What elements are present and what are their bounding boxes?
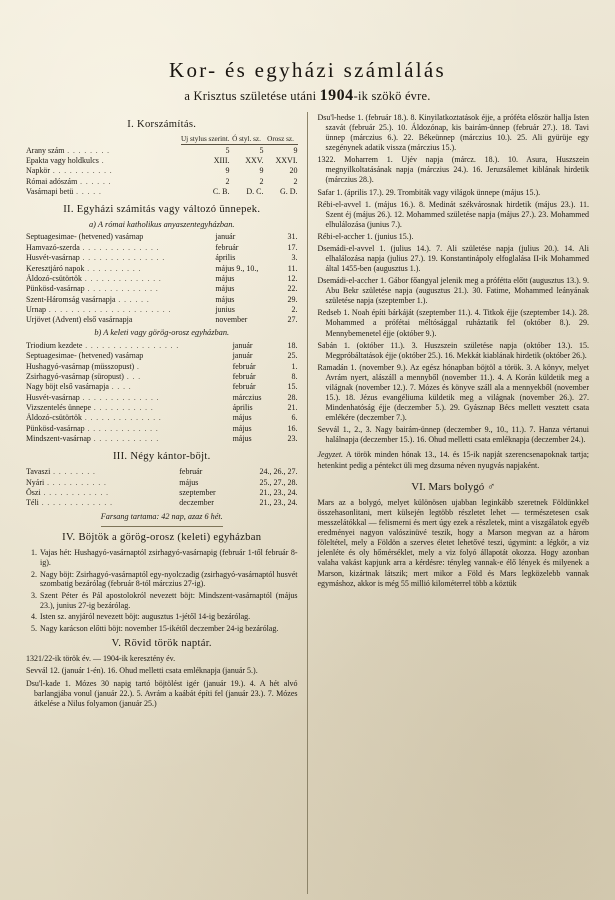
feast-month: február: [232, 371, 256, 381]
feast-label-text: Áldozó-csütörtök: [26, 273, 82, 283]
row-value-1: 5: [225, 145, 230, 155]
table-row: [26, 351, 298, 361]
row-value-2: 9: [259, 166, 264, 176]
feast-label-text: Keresztjáró napok: [26, 263, 85, 273]
turkish-entry: Sevvál 1., 2., 3. Nagy bairám-ünnep (deczember 9., 10., 11.). 7. Hanza vértanui halálnapja (deczember 15.). 16. Ohud melletti csata emléknapja (deczember 24.).: [317, 425, 589, 445]
orthodox-fasts-list: [26, 548, 298, 633]
feast-label-text: Hushagyó-vasárnap (müsszopust): [26, 361, 135, 371]
row-label: [26, 166, 181, 176]
table-row: [26, 145, 298, 156]
table-row: [26, 498, 298, 508]
leader-dots: . . . . . . . . . . . . . .: [79, 242, 160, 252]
feast-month: május 9., 10.,: [215, 263, 259, 273]
mars-paragraph: Mars az a bolygó, melyet különösen ujabban leginkább szeretnek Földünkkel összehasonlitani, mert külsején legtöbb részletet lehet — természetesen csak messzelátókkal — felismerni és mert úgy ezek a részletek, mint a viszgálatok egyéb eredményei nagyon valószinüvé teszik, hogy a Marson megvan az a három föleltétel, mely a Földön a szerves életet lehetővé teszi, úgymint: a légkör, a viz jelenléte és oly hőmérséklet, mely a viz folyó állapotát okozza. Hogy azonban valaha vakást kapjunk arra a kérdésre: tényleg vannak-e élő lények és milyenek a Marson, kizártnak látszik; mert mikor a Föld és Mars legközelebb vannak egymáshoz, akkor is még 55 millió kilométerrel több a köztük: [317, 497, 589, 588]
table-row: [26, 156, 298, 166]
spacer-cell: [26, 135, 181, 145]
feast-month: márczius: [232, 392, 262, 402]
feast-label: [26, 361, 233, 371]
feast-day: 22.: [287, 284, 298, 294]
feast-day: 28.: [287, 392, 298, 402]
leader-dots: . . . . . . . . . .: [84, 263, 142, 273]
feast-month: május: [232, 413, 252, 423]
feast-label: [26, 392, 233, 402]
table-row: [26, 488, 298, 498]
turkish-entry: Dsemádi-el-accher 1. Gábor főangyal jelenik meg a prófétta előtt (augusztus 13.). 9. Abu Bekr születése napja (augusztus 21.). 30. Fatime, Mohammed leányának születése napja (szeptember 1.).: [317, 276, 589, 306]
feast-label-text: Pünkösd-vasárnap: [26, 423, 85, 433]
leader-dots: . . . . . .: [115, 294, 150, 304]
table-row: [26, 423, 298, 433]
divider: [101, 526, 223, 527]
section-heading-iii: III. Négy kántor-böjt.: [112, 450, 211, 462]
row-value-3: 20: [289, 166, 298, 176]
list-item: 3. Szent Péter és Pál apostolokról nevezett böjt: Mindszent-vasárnaptól (május 23.), junius 27-ig bezárólag.: [39, 591, 298, 611]
feast-label: [26, 305, 215, 315]
table-row: [26, 274, 298, 284]
feast-label: [26, 284, 215, 294]
farsang-note: Farsang tartama: 42 nap, azaz 6 hét.: [100, 512, 223, 522]
table-row: [26, 341, 298, 351]
feast-label-text: Urjövet (Advent) első vasárnapja: [26, 315, 133, 325]
leader-dots: . . . . . . . . . . . . .: [84, 284, 159, 294]
table-row: [26, 253, 298, 263]
row-value-3: G. D.: [279, 186, 298, 196]
page-subtitle: [26, 87, 589, 105]
leader-dots: .: [98, 155, 105, 165]
col-header-2: Ó styl. sz.: [230, 135, 264, 145]
feast-label: [26, 423, 233, 433]
section-heading-vi: [318, 481, 590, 494]
feast-day: 31.: [287, 232, 298, 242]
feast-day: 29.: [287, 294, 298, 304]
title-block: [26, 58, 589, 105]
feast-label-text: Szent-Háromság vasárnapja: [26, 294, 116, 304]
feast-month: február: [215, 242, 239, 252]
feast-label: [26, 315, 215, 325]
row-label-text: Római adószám: [26, 176, 78, 186]
feast-label-text: Hamvazó-szerda: [26, 242, 80, 252]
leader-dots: . . . . . . . . . . . . .: [84, 423, 159, 433]
table-row: [26, 232, 298, 242]
row-label: [26, 156, 181, 166]
table-row: [26, 467, 298, 477]
feast-label: [26, 341, 233, 351]
feast-day: 25.: [287, 351, 298, 361]
row-label-text: Vasárnapi betü: [26, 186, 74, 196]
section-heading-v: V. Rövid török naptár.: [111, 638, 212, 650]
korszamitas-table: [26, 135, 298, 197]
fast-days: 21., 23., 24.: [259, 487, 298, 497]
feast-label: [26, 351, 233, 361]
kantor-bojt-table: [26, 467, 298, 508]
fast-label-text: Tavaszi: [26, 467, 51, 477]
fast-label-text: Nyári: [26, 477, 45, 487]
row-value-2: D. C.: [246, 186, 264, 196]
row-label: [26, 145, 181, 156]
row-value-2: 2: [259, 176, 264, 186]
row-value-1: 2: [225, 176, 230, 186]
fast-days: 24., 26., 27.: [259, 467, 298, 477]
table-row: [26, 477, 298, 487]
row-value-3: 2: [293, 176, 298, 186]
fast-label: [26, 477, 179, 487]
feast-label-text: Husvét-vasárnap: [26, 253, 80, 263]
feast-month: május: [215, 273, 235, 283]
fast-days: 21., 23., 24.: [259, 498, 298, 508]
leader-dots: . . . . . . . . . . .: [91, 402, 154, 412]
feast-label-text: Septuagesimae- (hetvened) vasárnap: [26, 351, 144, 361]
feast-label: [26, 434, 233, 444]
feast-label: [26, 232, 215, 242]
feast-month: február: [232, 382, 256, 392]
table-row: [26, 263, 298, 273]
feast-label: [26, 243, 215, 253]
turkish-entry: 1322. Moharrem 1. Ujév napja (márcz. 18.). 10. Asura, Huszszein megnyilkoltatásának napja (márczius 24.). 16. Jeruzsálemet kiblának hirdetik (márczius 28.).: [317, 155, 589, 185]
fast-days: 25., 27., 28.: [259, 477, 298, 487]
mars-symbol-icon: ♂: [487, 480, 496, 493]
table-row: [26, 305, 298, 315]
table-header-row: [26, 135, 298, 145]
turkish-entry: Sevvál 12. (január 1-én). 16. Ohud melletti csata emléknapja (január 5.).: [26, 666, 258, 676]
fast-label-text: Téli: [26, 498, 39, 508]
subtitle-pre: a Krisztus születése utáni: [184, 89, 320, 103]
feast-label-text: Zsirhagyó-vasárnap (süropust): [26, 371, 124, 381]
feast-label: [26, 294, 215, 304]
feast-day: 11.: [287, 263, 298, 273]
row-label-text: Arany szám: [26, 145, 65, 155]
orthodox-feasts-table: [26, 341, 298, 444]
feast-label: [26, 382, 233, 392]
feast-day: 2.: [291, 304, 298, 314]
feast-day: 6.: [291, 413, 298, 423]
col-header-1: Uj stylus szerint.: [180, 135, 230, 144]
feast-label: [26, 372, 233, 382]
row-value-1: C. B.: [212, 186, 230, 196]
leader-dots: . . . . . . . .: [64, 145, 110, 155]
feast-month: április: [232, 402, 253, 412]
table-row: [26, 361, 298, 371]
note-paragraph: [318, 450, 590, 470]
table-row: [26, 176, 298, 186]
feast-month: május: [215, 294, 235, 304]
feast-label-text: Mindszent-vasárnap: [26, 433, 91, 443]
left-column: [26, 112, 308, 894]
row-value-2: 5: [259, 145, 264, 155]
leader-dots: . . . . . . . . . . . . . . .: [79, 253, 166, 263]
leader-dots: . . . . . . . . . . . . . .: [82, 413, 162, 423]
feast-month: január: [232, 351, 253, 361]
feast-day: 3.: [291, 253, 298, 263]
leader-dots: . . . . . . . . . . . .: [90, 433, 160, 443]
feast-label: [26, 274, 215, 284]
note-text: A török minden hónak 13., 14. és 15-ik napját szerencsenapoknak tartja; hetenkint pedig a péntekct üli meg dzsuma néven nyugvás napjaként.: [317, 450, 589, 470]
list-item: 1. Vajas hét: Hushagyó-vasárnaptól zsirhagyó-vasárnapig (február 1-től február 8-ig).: [39, 548, 298, 568]
turkish-entry: Sabán 1. (október 11.). 3. Huszszein születése napja (október 13.). 15. Megpróbáltatások éjje (október 25.). 16. Mekkát kiablának hirdetik (október 26.).: [317, 340, 589, 360]
subsection-heading-a: a) A római katholikus anyaszentegyházban.: [88, 219, 235, 229]
row-value-3: XXVI.: [275, 155, 298, 165]
feast-month: január: [215, 232, 236, 242]
subsection-heading-b: b) A keleti vagy görög-orosz egyházban.: [94, 328, 230, 338]
feast-label-text: Pünkösd-vasárnap: [26, 284, 85, 294]
table-row: [26, 166, 298, 176]
leader-dots: . . . . . . . . . . . . . .: [79, 392, 160, 402]
leader-dots: . . . . . . . . . . . . . .: [82, 273, 162, 283]
feast-day: 8.: [291, 371, 298, 381]
mars-heading-text: VI. Mars bolygó: [411, 480, 485, 493]
turkish-entry: Rébi-el-avvel 1. (május 16.). 8. Medinát székvárosnak hirdetik (május 23.). 11. Szent éj (május 26.). 12. Mohammed születése napja (május 27.). 23. Mohammed elhulálozása (junius 7.).: [317, 199, 589, 229]
leader-dots: . . . . . . . . . . . . . . . . . . . . . .: [46, 304, 172, 314]
fast-month: február: [179, 467, 203, 477]
fast-month: május: [179, 477, 199, 487]
roman-feasts-table: [26, 232, 298, 325]
feast-label-text: Vizszentelés ünnepe: [26, 402, 92, 412]
leader-dots: . . . . . . . .: [50, 467, 96, 477]
turkish-entry: Ramadán 1. (november 9.). Az egész hónapban böjtöl a török. 3. A könyv, melyet Avrám nyert, alászáll a mennyből (november 11.). 4. A Korán küldetik meg a világnak (november 12.). 7. Mózes és könyve száll ala a mennyekből (november 15.). 18. Jézus evangéliuma küldetik meg a világnak (november 26.). 27. Mindenhatóság éjje (deczember 5.). 29. Gyásznap Bécs mellett vesztett csata emlékére (deczember 7.).: [317, 362, 589, 423]
row-value-1: XIII.: [213, 155, 230, 165]
table-row: [26, 294, 298, 304]
leader-dots: . . . . . . . . . . .: [50, 166, 113, 176]
right-column: [308, 112, 590, 894]
fast-label-text: Őszi: [26, 487, 41, 497]
feast-month: április: [215, 253, 236, 263]
turkish-entry: Rébi-el-accher 1. (junius 15.).: [317, 231, 414, 241]
table-row: [26, 413, 298, 423]
leader-dots: . . .: [123, 371, 142, 381]
feast-month: május: [215, 284, 235, 294]
leader-dots: . . . . . . . . . . . . .: [38, 498, 113, 508]
feast-label-text: Septuagesimae- (hetvened) vasárnap: [26, 232, 144, 242]
page-title: Kor- és egyházi számlálás: [169, 58, 446, 82]
feast-label-text: Urnap: [26, 304, 46, 314]
fast-label: [26, 488, 179, 498]
feast-label-text: Nagy böjt első vasárnapja: [26, 382, 109, 392]
leader-dots: . . . .: [108, 382, 132, 392]
col-header-3: Orosz sz.: [264, 135, 298, 145]
leader-dots: . . . . .: [73, 186, 102, 196]
turkish-entry: Dsemádi-el-avvel 1. (julius 14.). 7. Ali születése napja (julius 20.). 14. Ali elhalálozása napja (julius 27.). 19. Konstantinápoly elfoglalása II-ik Mohammed által 1455-ben (augusztus 1.).: [317, 243, 589, 274]
row-value-3: 9: [293, 145, 298, 155]
feast-month: május: [232, 433, 252, 443]
leader-dots: . . . . . . . . . . . .: [40, 487, 110, 497]
fast-label: [26, 498, 179, 508]
feast-month: május: [232, 423, 252, 433]
year-value: 1904: [319, 87, 354, 104]
table-row: [26, 434, 298, 444]
list-item: 4. Isten sz. anyjáról nevezett böjt: augusztus 1-jétől 14-ig bezárólag.: [39, 612, 298, 622]
feast-month: november: [215, 315, 248, 325]
turkish-entry: Redseb 1. Noah építi bárkáját (szeptember 11.). 4. Titkok éjje (szeptember 14.). 28. Mohammed a prófétai méltósággal ruháztatik fel (október 8.). 29. Mennybemenetel éjje (október 9.).: [317, 308, 589, 338]
section-heading-ii: II. Egyházi számitás vagy változó ünnepek.: [63, 204, 261, 216]
table-row: [26, 403, 298, 413]
feast-month: junius: [215, 304, 235, 314]
row-label-text: Napkör: [26, 166, 50, 176]
feast-label: [26, 413, 233, 423]
feast-label: [26, 403, 233, 413]
feast-label: [26, 263, 215, 273]
table-row: [26, 187, 298, 197]
note-label: Jegyzet.: [317, 450, 344, 460]
feast-day: 16.: [287, 423, 298, 433]
feast-day: 23.: [287, 433, 298, 443]
feast-day: 17.: [287, 242, 298, 252]
table-row: [26, 372, 298, 382]
row-value-1: 9: [225, 166, 230, 176]
feast-label-text: Áldozó-csütörtök: [26, 413, 82, 423]
turkish-entry: Safar 1. (április 17.). 29. Trombiták vagy világok ünnepe (május 15.).: [317, 187, 541, 197]
leader-dots: .: [134, 361, 140, 371]
table-row: [26, 315, 298, 325]
turkish-year-line: 1321/22-ik török év. — 1904-ik keresztény év.: [26, 654, 176, 664]
table-row: [26, 392, 298, 402]
fast-label: [26, 467, 179, 477]
feast-day: 15.: [287, 382, 298, 392]
two-column-body: [26, 112, 589, 894]
feast-day: 1.: [291, 361, 298, 371]
row-label: [26, 187, 181, 197]
table-row: [26, 243, 298, 253]
turkish-entry: Dsu'l-hedse 1. (február 18.). 8. Kinyilatkoztatások éjje, a próféta először hallja Isten szavát (február 25.). 10. Áldozónap, kis bairám-ünnep (február 27.). 18. Tavi ünnep (márczius 6.). 22. Békeünnep (márczius 10.). 25. Ali gyürüje egy szegénynek adatik vissza (márczius 15.).: [317, 113, 589, 153]
turkish-entry: Dsu'l-kade 1. Mózes 30 napig tartó böjtölést igér (január 19.). 4. A hét alvó barlangjába vonul (január 22.). 5. Avrám a kaábát építi fel (január 23.). 7. Mózes átkelése a Nilus folyamon (január 25.): [26, 678, 298, 708]
feast-label-text: Triodium kezdete: [26, 340, 83, 350]
feast-month: február: [232, 361, 256, 371]
row-label: [26, 176, 181, 186]
subtitle-post: -ik szökö évre.: [353, 89, 431, 103]
fast-month: deczember: [179, 498, 214, 508]
section-heading-iv: IV. Böjtök a görög-orosz (keleti) egyházban: [62, 532, 262, 544]
section-heading-i: I. Korszámítás.: [127, 119, 197, 130]
feast-label-text: Husvét-vasárnap: [26, 392, 80, 402]
fast-month: szeptember: [179, 487, 216, 497]
leader-dots: . . . . . . . . . . . . . . . . .: [82, 340, 180, 350]
feast-label: [26, 253, 215, 263]
leader-dots: . . . . . . . . . . .: [44, 477, 107, 487]
feast-day: 12.: [287, 273, 298, 283]
feast-day: 21.: [287, 402, 298, 412]
feast-month: január: [232, 340, 253, 350]
row-label-text: Epakta vagy holdkulcs: [26, 155, 99, 165]
feast-day: 27.: [287, 315, 298, 325]
list-item: 5. Nagy karácson előtti böjt: november 15-ikétől deczember 24-ig bezárólag.: [39, 624, 298, 634]
list-item: 2. Nagy böjt: Zsirhagyó-vasárnaptól egy-nyolczadig (zsirhagyó-vasárnaptól husvét szombatig bezárólag (február 8-tól márczius 27-ig).: [39, 570, 298, 590]
leader-dots: . . . . . .: [77, 176, 112, 186]
feast-day: 18.: [287, 340, 298, 350]
row-value-2: XXV.: [245, 155, 264, 165]
table-row: [26, 284, 298, 294]
table-row: [26, 382, 298, 392]
